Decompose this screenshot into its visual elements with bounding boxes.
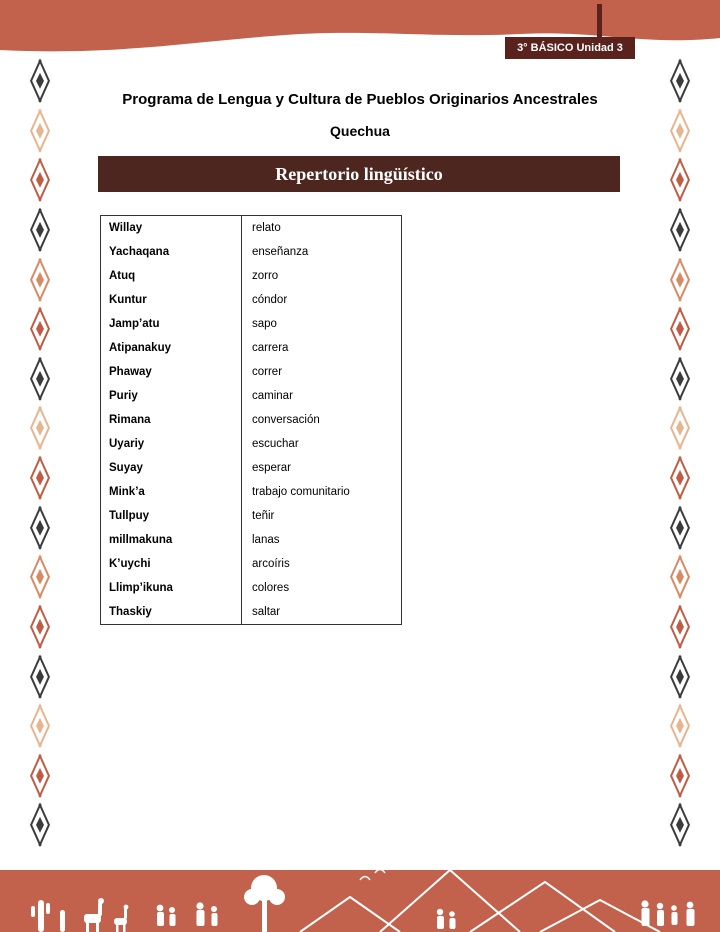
repertorio-table — [100, 215, 402, 625]
spanish-cell: zorro — [241, 264, 401, 288]
quechua-cell: K’uychi — [109, 558, 151, 570]
textile-motif-icon — [669, 257, 691, 303]
table-row — [101, 360, 401, 384]
spanish-cell: lanas — [241, 528, 401, 552]
quechua-cell: Mink’a — [109, 486, 145, 498]
quechua-cell: Suyay — [109, 462, 143, 474]
textile-motif-icon — [669, 505, 691, 551]
footer-illustration — [0, 842, 720, 932]
spanish-cell: teñir — [241, 504, 401, 528]
table-row — [101, 552, 401, 576]
spanish-cell: relato — [241, 216, 401, 240]
textile-motif-icon — [29, 753, 51, 799]
textile-motif-icon — [29, 604, 51, 650]
spanish-cell: cóndor — [241, 288, 401, 312]
quechua-cell: Kuntur — [109, 294, 147, 306]
quechua-cell: Puriy — [109, 390, 138, 402]
table-row — [101, 576, 401, 600]
spanish-cell: enseñanza — [241, 240, 401, 264]
quechua-cell: Willay — [109, 222, 143, 234]
table-row — [101, 456, 401, 480]
left-pattern-border — [28, 58, 52, 848]
spanish-cell: trabajo comunitario — [241, 480, 401, 504]
table-row — [101, 528, 401, 552]
table-row — [101, 336, 401, 360]
textile-motif-icon — [669, 356, 691, 402]
textile-motif-icon — [669, 405, 691, 451]
textile-motif-icon — [669, 306, 691, 352]
textile-motif-icon — [669, 455, 691, 501]
textile-motif-icon — [29, 257, 51, 303]
quechua-cell: Llimp’ikuna — [109, 582, 173, 594]
section-title: Repertorio lingüístico — [275, 163, 443, 184]
textile-motif-icon — [29, 455, 51, 501]
spanish-cell: arcoíris — [241, 552, 401, 576]
textile-motif-icon — [29, 207, 51, 253]
unit-badge: 3° BÁSICO Unidad 3 — [505, 37, 635, 59]
table-row — [101, 600, 401, 624]
spanish-cell: sapo — [241, 312, 401, 336]
table-row — [101, 408, 401, 432]
textile-motif-icon — [669, 157, 691, 203]
section-banner — [98, 156, 620, 192]
textile-motif-icon — [29, 703, 51, 749]
table-row — [101, 288, 401, 312]
table-row — [101, 264, 401, 288]
quechua-cell: Atipanakuy — [109, 342, 171, 354]
spanish-cell: correr — [241, 360, 401, 384]
program-title: Programa de Lengua y Cultura de Pueblos Originarios Ancestrales — [122, 91, 598, 108]
spanish-cell: caminar — [241, 384, 401, 408]
textile-motif-icon — [669, 554, 691, 600]
spanish-cell: escuchar — [241, 432, 401, 456]
quechua-cell: Atuq — [109, 270, 136, 282]
quechua-cell: Tullpuy — [109, 510, 150, 522]
badge-tick — [597, 4, 602, 38]
spanish-cell: carrera — [241, 336, 401, 360]
quechua-cell: Uyariy — [109, 438, 145, 450]
textile-motif-icon — [669, 604, 691, 650]
textile-motif-icon — [669, 654, 691, 700]
textile-motif-icon — [669, 207, 691, 253]
spanish-cell: saltar — [241, 600, 401, 624]
textile-motif-icon — [669, 753, 691, 799]
textile-motif-icon — [29, 356, 51, 402]
textile-motif-icon — [29, 405, 51, 451]
quechua-cell: Thaskiy — [109, 606, 152, 618]
textile-motif-icon — [29, 505, 51, 551]
table-row — [101, 504, 401, 528]
table-row — [101, 240, 401, 264]
textile-motif-icon — [29, 654, 51, 700]
quechua-cell: millmakuna — [109, 534, 173, 546]
right-pattern-border — [668, 58, 692, 848]
quechua-cell: Yachaqana — [109, 246, 170, 258]
textile-motif-icon — [669, 703, 691, 749]
quechua-cell: Rimana — [109, 414, 151, 426]
quechua-cell: Jamp’atu — [109, 318, 160, 330]
spanish-cell: colores — [241, 576, 401, 600]
table-row — [101, 432, 401, 456]
repertorio-table-body — [101, 216, 401, 624]
language-title: Quechua — [330, 123, 390, 139]
textile-motif-icon — [29, 157, 51, 203]
table-row — [101, 384, 401, 408]
table-row — [101, 312, 401, 336]
spanish-cell: esperar — [241, 456, 401, 480]
table-row — [101, 216, 401, 240]
textile-motif-icon — [29, 554, 51, 600]
quechua-cell: Phaway — [109, 366, 152, 378]
table-row — [101, 480, 401, 504]
textile-motif-icon — [29, 306, 51, 352]
spanish-cell: conversación — [241, 408, 401, 432]
